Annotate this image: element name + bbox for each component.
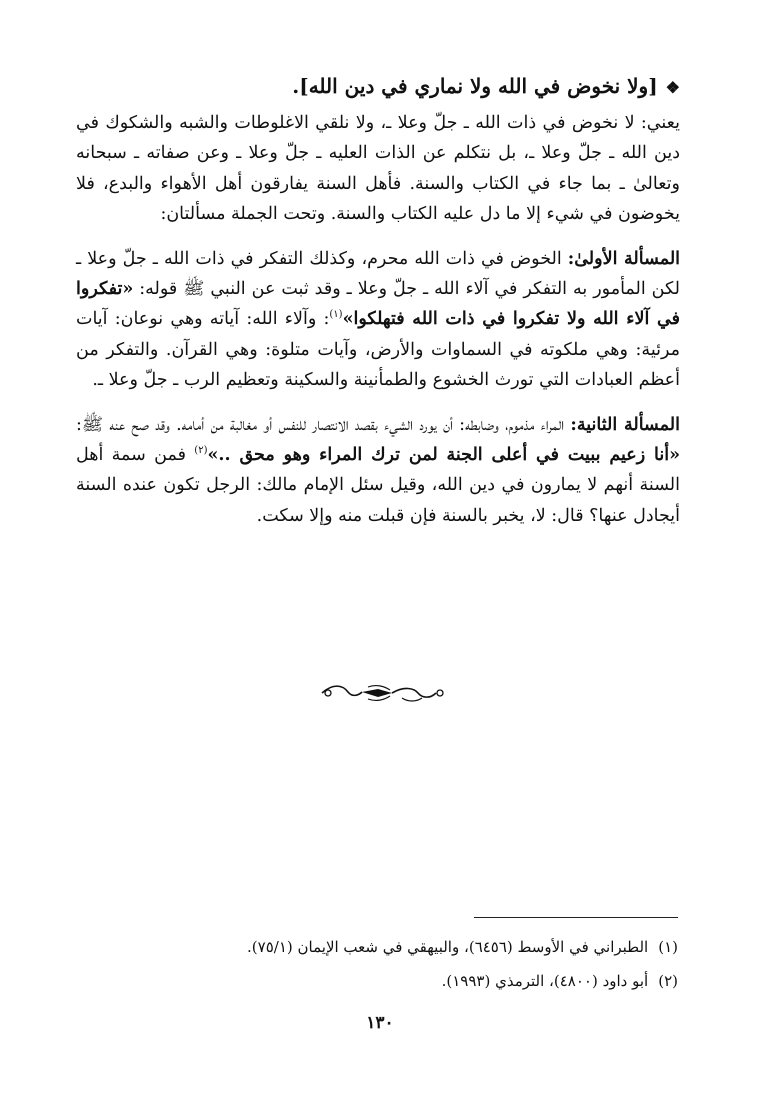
footnote-text: أبو داود (٤٨٠٠)، الترمذي (١٩٩٣). xyxy=(441,972,649,990)
heading-text: [ولا نخوض في الله ولا نماري في دين الله]. xyxy=(292,74,658,98)
page-number: ١٣٠ xyxy=(366,1013,394,1033)
paragraph-issue-two xyxy=(76,410,680,532)
paragraph-text: يعني: لا نخوض في ذات الله ـ جلّ وعلا ـ، ولا نلقي الاغلوطات والشبه والشكوك في دين الله ـ جلّ وعلا ـ، بل نتكلم عن الذات العليه ـ جلّ وعلا ـ وعن صفاته ـ سبحانه وتعالىٰ ـ بما جاء في الكتاب والسنة. فأهل السنة يفارقون أهل الأهواء والبدع، فلا يخوضون في شيء إلا ما دل عليه الكتاب والسنة. وتحت الجملة مسألتان: xyxy=(76,113,680,225)
section-heading xyxy=(76,70,680,104)
hadith-quote-two: «أنا زعيم ببيت في أعلى الجنة لمن ترك المراء وهو محق ..» xyxy=(207,445,681,466)
issue-one-title: المسألة الأولىٰ: xyxy=(567,248,681,269)
footnote-number: (١) xyxy=(658,938,678,956)
issue-two-text-after: فمن سمة أهل السنة أنهم لا يمارون في دين الله، وقيل سئل الإمام مالك: الرجل تكون عنده السنة أيجادل عنها؟ قال: لا، يخبر بالسنة فإن قبلت منه وإلا سكت. xyxy=(76,445,680,526)
footnote-text: الطبراني في الأوسط (٦٤٥٦)، والبيهقي في شعب الإيمان (٧٥/١). xyxy=(247,938,649,956)
footnote-separator xyxy=(474,917,678,918)
issue-one-text-before: الخوض في ذات الله محرم، وكذلك التفكر في ذات الله ـ جلّ وعلا ـ لكن المأمور به التفكر في آلاء الله ـ جلّ وعلا ـ وقد ثبت عن النبي ﷺ قوله: xyxy=(76,248,680,300)
footnote-ref-1[interactable]: (١) xyxy=(329,309,343,321)
paragraph-issue-one xyxy=(76,244,680,396)
footnotes xyxy=(76,930,678,998)
footnote-number: (٢) xyxy=(658,972,678,990)
page-body xyxy=(76,62,680,545)
diamond-bullet-icon: ❖ xyxy=(665,78,680,97)
footnote-ref-2[interactable]: (٢) xyxy=(194,445,208,457)
footnote-1 xyxy=(76,930,678,964)
hadith-quote-one: «تفكروا في آلاء الله ولا تفكروا في ذات الله فتهلكوا» xyxy=(76,279,680,330)
issue-two-text-before: المراء مذموم، وضابطه: أن يورد الشيء بقصد الانتصار للنفس أو مغالبة من أمامه. وقد صح عنه ﷺ: xyxy=(76,414,571,435)
paragraph-intro xyxy=(76,108,680,230)
footnote-2 xyxy=(76,964,678,998)
ornament-divider-icon xyxy=(318,680,448,706)
issue-two-title: المسألة الثانية: xyxy=(570,414,680,435)
issue-one-text-after: : وآلاء الله: آياته وهي نوعان: آيات مرئية: وهي ملكوته في السماوات والأرض، وآيات متلوة: وهي القرآن. والتفكر من أعظم العبادات التي تورث الخشوع والطمأنينة والسكينة وتعظيم الرب ـ جلّ وعلا ـ. xyxy=(76,309,680,391)
